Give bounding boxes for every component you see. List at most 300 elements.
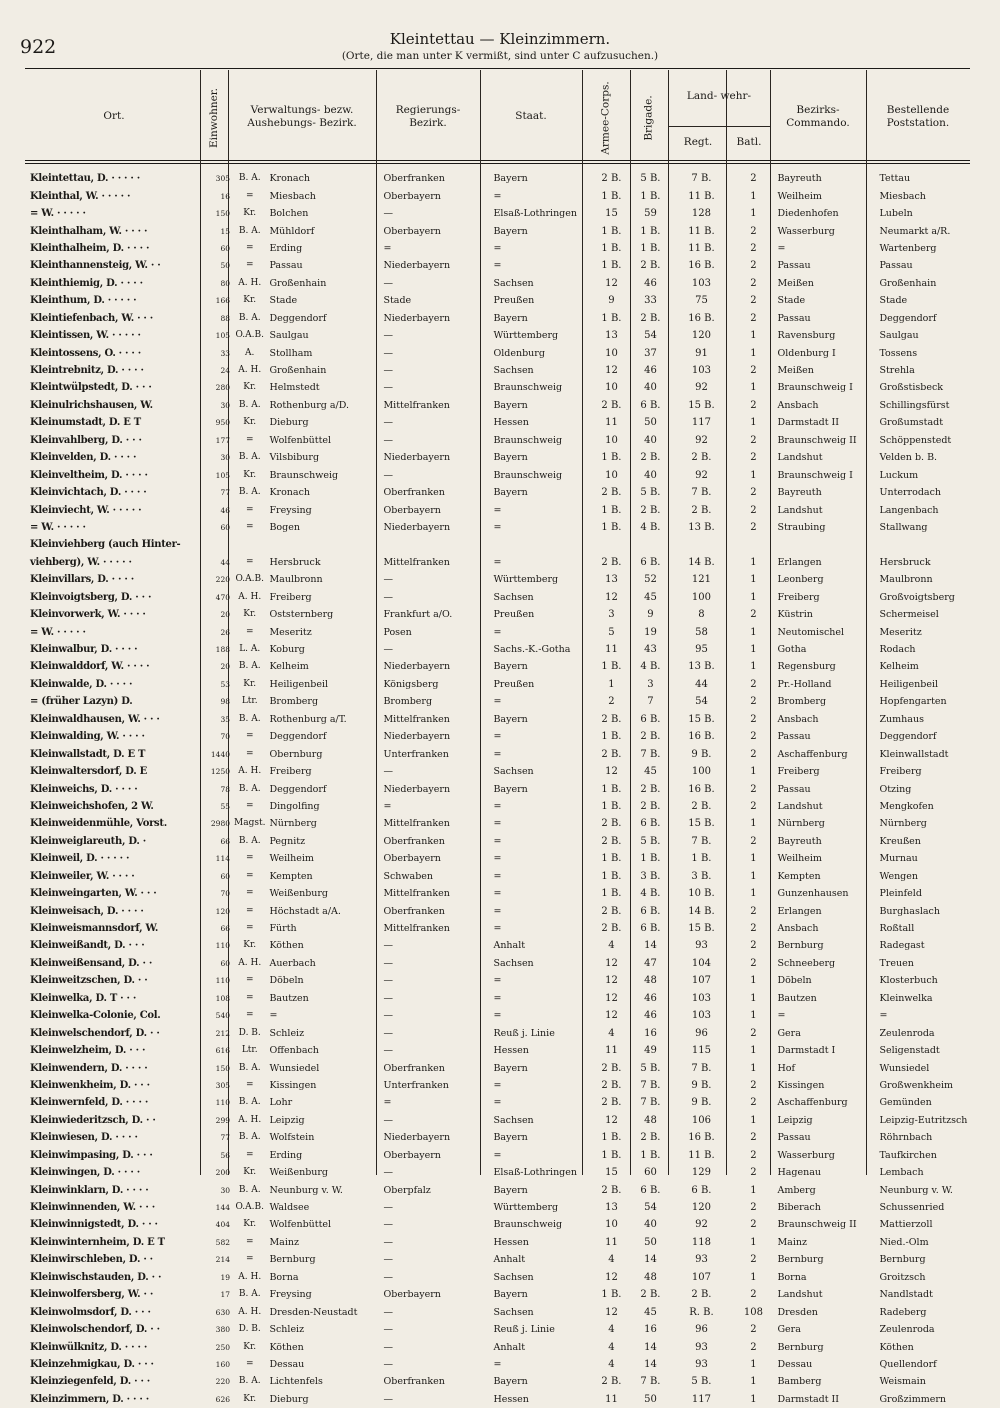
table-row [28,379,981,396]
landwehr-battalion: 1 [750,1010,757,1022]
district-command: Landshut [777,504,823,516]
state: Bayern [493,1062,528,1074]
state: Elsaß-Lothringen [493,1167,578,1179]
army-corps: 4 [608,1324,615,1336]
admin-district: Nürnberg [269,818,317,830]
state: Hessen [493,417,529,429]
table-row [28,937,981,954]
brigade: 46 [644,277,657,289]
post-station: Schillingsfürst [879,399,950,411]
landwehr-regiment: 2 B. [691,800,712,812]
brigade: 6 B. [640,713,661,725]
post-station: Roßtall [879,923,915,935]
landwehr-regiment: 115 [691,1045,711,1057]
table-row [28,466,981,483]
landwehr-regiment: 75 [695,295,708,307]
admin-type: D. B. [238,1324,261,1335]
post-station: Luckum [879,469,919,481]
place-name: Kleinzehmigkau, D. · · · [30,1358,154,1370]
admin-district: Weißenburg [269,888,329,900]
inhabitants: 56 [220,1150,230,1160]
landwehr-regiment [671,536,731,553]
district-command: Straubing [777,521,826,533]
district-command: Landshut [777,1289,823,1301]
admin-district: Miesbach [269,190,316,202]
admin-type: = [245,242,254,253]
place-name: Kleinwinnigstedt, D. · · · [30,1219,158,1231]
table-row [28,1338,981,1355]
district-command: Passau [777,1132,811,1144]
army-corps: 12 [605,277,618,289]
state: = [493,748,502,760]
government-district: Oberbayern [383,504,441,516]
state: = [493,1097,502,1109]
army-corps: 15 [605,208,618,220]
admin-district: Kronach [269,487,311,499]
landwehr-battalion: 2 [750,487,757,499]
army-corps: 1 B. [601,800,622,812]
brigade: 3 B. [640,870,661,882]
landwehr-regiment: 117 [691,1393,711,1405]
state: = [493,923,502,935]
state: = [493,870,502,882]
district-command: = [777,242,786,254]
place-name: Kleinwelka-Colonie, Col. [30,1010,161,1022]
inhabitants: 66 [220,836,230,846]
district-command: Biberach [777,1202,821,1214]
district-command: Darmstadt II [777,1393,840,1405]
table-row [28,222,981,239]
post-station: Murnau [879,853,918,865]
inhabitants: 144 [215,1203,230,1213]
government-district: — [383,1219,393,1231]
admin-type: O.A.B. [235,574,264,585]
admin-type: B. A. [238,312,261,323]
post-station: Großenhain [879,277,937,289]
brigade: 37 [644,347,657,359]
government-district: Oberfranken [383,835,445,847]
army-corps: 2 B. [601,1079,622,1091]
brigade: 2 B. [640,731,661,743]
state: Preußen [493,609,535,621]
landwehr-regiment: 100 [691,591,711,603]
admin-district: Wolfenbüttel [269,1219,332,1231]
government-district: Mittelfranken [383,556,450,568]
landwehr-battalion: 1 [750,1114,757,1126]
landwehr-regiment: 8 [698,609,705,621]
district-command: Gera [777,1027,801,1039]
government-district: Oberbayern [383,225,441,237]
post-station [877,536,981,553]
place-name: Kleinvahlberg, D. · · · [30,434,142,446]
admin-type: B. A. [238,1184,261,1195]
post-station: Kleinwelka [879,992,933,1004]
government-district: — [383,1236,393,1248]
admin-type: = [245,434,254,445]
post-station: Stade [879,295,908,307]
admin-type: A. H. [238,277,262,288]
government-district: — [383,644,393,656]
inhabitants: 50 [220,261,230,271]
place-name: Kleintettau, D. · · · · · [30,173,140,185]
post-station: Miesbach [879,190,926,202]
landwehr-regiment: 3 B. [691,870,712,882]
table-row [28,554,981,571]
landwehr-regiment: 9 B. [691,1097,712,1109]
brigade: 7 B. [640,1079,661,1091]
inhabitants: 220 [215,575,230,585]
army-corps: 2 B. [601,713,622,725]
admin-district: Neunburg v. W. [269,1184,343,1196]
table-row [28,1373,981,1390]
admin-type: Ltr. [241,696,258,707]
inhabitants: 55 [220,801,230,811]
brigade: 3 [647,678,654,690]
landwehr-regiment: 14 B. [688,905,715,917]
admin-district: Fürth [269,923,297,935]
landwehr-regiment: 16 B. [688,260,715,272]
government-district: Oberbayern [383,1149,441,1161]
district-command: Aschaffenburg [777,748,848,760]
army-corps: 4 [608,1027,615,1039]
army-corps: 2 B. [601,748,622,760]
place-name: Kleinveltheim, D. · · · · [30,469,148,481]
district-command: Braunschweig I [777,382,853,394]
state: Sachsen [493,957,534,969]
table-row [28,1164,981,1181]
landwehr-regiment: 128 [691,208,711,220]
page-title: Kleintettau — Kleinzimmern. [389,30,611,48]
district-command: Diedenhofen [777,208,839,220]
post-station: Strehla [879,365,915,377]
admin-type: = [245,626,254,637]
post-station: Deggendorf [879,731,937,743]
landwehr-regiment: 120 [691,330,711,342]
state: = [493,626,502,638]
army-corps: 1 B. [601,312,622,324]
post-station: Passau [879,260,913,272]
district-command: Wasserburg [777,1149,835,1161]
post-station: Mattierzoll [879,1219,933,1231]
place-name: Kleinwischstauden, D. · · [30,1271,162,1283]
state: Bayern [493,1376,528,1388]
brigade: 2 B. [640,504,661,516]
inhabitants: 280 [215,383,230,393]
state: = [493,696,502,708]
state: = [493,731,502,743]
army-corps: 15 [605,1167,618,1179]
brigade: 2 B. [640,452,661,464]
inhabitants: 150 [215,209,230,219]
admin-type: = [245,853,254,864]
army-corps: 12 [605,1306,618,1318]
state: Hessen [493,1236,529,1248]
landwehr-battalion: 1 [750,661,757,673]
table-row [28,711,981,728]
landwehr-regiment: 93 [695,1341,708,1353]
district-command: Dresden [777,1306,818,1318]
inhabitants: 66 [220,924,230,934]
admin-district: Schleiz [269,1324,305,1336]
district-command: Bernburg [777,1254,824,1266]
admin-district: Erding [269,1149,303,1161]
place-name: Kleinwallstadt, D. E T [30,748,146,760]
post-station: Stallwang [879,521,928,533]
government-district: — [383,1045,393,1057]
admin-type: B. A. [238,225,261,236]
landwehr-regiment: 92 [695,469,708,481]
army-corps: 11 [605,1045,618,1057]
place-name: Kleinweil, D. · · · · · [30,853,130,865]
government-district: Oberfranken [383,1062,445,1074]
district-command: Ravensburg [777,330,836,342]
place-name: Kleinviecht, W. · · · · · [30,504,142,516]
admin-district: Dieburg [269,1393,309,1405]
brigade: 52 [644,574,657,586]
landwehr-battalion: 1 [750,992,757,1004]
landwehr-regiment: 129 [691,1167,711,1179]
admin-district: Bautzen [269,992,309,1004]
inhabitants: 30 [220,1185,230,1195]
table-row [28,780,981,797]
landwehr-regiment: 7 B. [691,835,712,847]
landwehr-regiment: 11 B. [688,1149,715,1161]
place-name: Kleinwalding, W. · · · · [30,731,145,743]
state: Preußen [493,678,535,690]
landwehr-regiment: 16 B. [688,731,715,743]
army-corps: 2 B. [601,1062,622,1074]
government-district: Mittelfranken [383,399,450,411]
brigade: 4 B. [640,888,661,900]
post-station: Neumarkt a/R. [879,225,951,237]
post-station: Zeulenroda [879,1324,935,1336]
place-name: Kleinwiesen, D. · · · · [30,1132,138,1144]
admin-district: Rothenburg a/D. [269,399,350,411]
landwehr-regiment: 96 [695,1027,708,1039]
brigade: 59 [644,208,657,220]
landwehr-battalion: 1 [750,1045,757,1057]
inhabitants [204,536,232,553]
district-command: Borna [777,1271,807,1283]
landwehr-battalion: 2 [750,225,757,237]
district-command: Leipzig [777,1114,813,1126]
table-row [28,1042,981,1059]
army-corps: 4 [608,1341,615,1353]
government-district: — [383,347,393,359]
landwehr-battalion: 2 [750,940,757,952]
inhabitants: 212 [215,1028,230,1038]
inhabitants: 950 [215,418,230,428]
government-district: — [383,469,393,481]
table-row [28,990,981,1007]
government-district: Oberbayern [383,853,441,865]
landwehr-battalion: 2 [750,713,757,725]
post-station: Bernburg [879,1254,926,1266]
state: = [493,853,502,865]
admin-type: B. A. [238,713,261,724]
place-name: Kleinwelzheim, D. · · · [30,1045,146,1057]
brigade: 14 [644,1254,657,1266]
admin-district: Deggendorf [269,312,327,324]
landwehr-battalion: 2 [750,731,757,743]
place-name: Kleinwalbur, D. · · · · [30,644,138,656]
landwehr-regiment: 11 B. [688,242,715,254]
landwehr-battalion: 2 [750,957,757,969]
admin-type: Kr. [243,382,257,393]
inhabitants: 78 [220,784,230,794]
post-station: Gemünden [879,1097,932,1109]
place-name: Kleinthum, D. · · · · · [30,295,137,307]
state: Preußen [493,295,535,307]
admin-district: Erding [269,242,303,254]
landwehr-battalion: 2 [750,242,757,254]
admin-district: Oststernberg [269,609,334,621]
state: Bayern [493,661,528,673]
admin-district: Lichtenfels [269,1376,323,1388]
table-row [28,1391,981,1408]
inhabitants: 60 [220,522,230,532]
admin-type: O.A.B. [235,1202,264,1213]
post-station: Klosterbuch [879,975,938,987]
post-station: Kelheim [879,661,919,673]
brigade: 2 B. [640,783,661,795]
army-corps: 2 B. [601,1097,622,1109]
district-command: Braunschweig II [777,434,857,446]
post-station: Freiberg [879,766,922,778]
district-command: Neutomischel [777,626,845,638]
brigade: 6 B. [640,1184,661,1196]
landwehr-battalion: 2 [750,696,757,708]
government-district: Oberbayern [383,190,441,202]
post-station: Velden b. B. [879,452,938,464]
place-name: Kleinwaldhausen, W. · · · [30,713,160,725]
landwehr-regiment: 54 [695,696,708,708]
landwehr-regiment: 10 B. [688,888,715,900]
admin-district: Obernburg [269,748,323,760]
army-corps: 9 [608,295,615,307]
place-name: = W. · · · · · [30,208,86,220]
brigade: 7 B. [640,1097,661,1109]
landwehr-battalion: 2 [750,434,757,446]
gazetteer-table [28,170,981,1408]
post-station: Seligenstadt [879,1045,940,1057]
army-corps: 10 [605,382,618,394]
admin-type: Kr. [243,1393,257,1404]
post-station: Meseritz [879,626,922,638]
brigade: 54 [644,330,657,342]
brigade: 48 [644,1114,657,1126]
army-corps: 1 B. [601,870,622,882]
place-name: Kleinwingen, D. · · · · [30,1167,140,1179]
district-command: Meißen [777,365,814,377]
brigade: 1 B. [640,1149,661,1161]
landwehr-battalion: 1 [750,591,757,603]
state: Württemberg [493,330,559,342]
state: Braunschweig [493,382,563,394]
landwehr-battalion: 1 [750,870,757,882]
admin-district: Kempten [269,870,313,882]
post-station: Großwenkheim [879,1079,954,1091]
brigade: 45 [644,1306,657,1318]
inhabitants: 250 [215,1342,230,1352]
landwehr-regiment: 44 [695,678,708,690]
place-name: Kleinvoigtsberg, D. · · · [30,591,152,603]
place-name: Kleinweisach, D. · · · · [30,905,144,917]
admin-district: Maulbronn [269,574,323,586]
inhabitants: 214 [215,1255,230,1265]
inhabitants: 70 [220,889,230,899]
government-district: — [383,434,393,446]
place-name: Kleintissen, W. · · · · · [30,330,141,342]
place-name: = W. · · · · · [30,521,86,533]
admin-district: Rothenburg a/T. [269,713,347,725]
table-row [28,1303,981,1320]
state: = [493,556,502,568]
inhabitants: 20 [220,610,230,620]
place-name: Kleinwernfeld, D. · · · · [30,1097,148,1109]
district-command: Ansbach [777,399,819,411]
admin-type: A. H. [238,365,262,376]
brigade: 5 B. [640,835,661,847]
admin-district: Koburg [269,644,305,656]
brigade: 7 B. [640,1376,661,1388]
government-district: — [383,1010,393,1022]
post-station: Saulgau [879,330,919,342]
inhabitants: 53 [220,679,230,689]
place-name: Kleinweißensand, D. · · [30,957,153,969]
table-row [28,344,981,361]
district-command: Darmstadt I [777,1045,836,1057]
district-command: Erlangen [777,905,822,917]
landwehr-regiment: 121 [691,574,711,586]
landwehr-battalion: 2 [750,365,757,377]
army-corps: 10 [605,469,618,481]
place-name: Kleintwülpstedt, D. · · · [30,382,152,394]
admin-district: Weißenburg [269,1167,329,1179]
landwehr-battalion: 2 [750,1219,757,1231]
state: = [493,190,502,202]
landwehr-battalion: 1 [750,417,757,429]
district-command: Amberg [777,1184,816,1196]
government-district: Mittelfranken [383,713,450,725]
admin-district: Stade [269,295,298,307]
admin-type: = [245,260,254,271]
landwehr-regiment: 16 B. [688,312,715,324]
brigade: 14 [644,940,657,952]
inhabitants: 200 [215,1168,230,1178]
landwehr-battalion: 1 [750,1271,757,1283]
table-row [28,1269,981,1286]
table-row [28,902,981,919]
admin-type: Kr. [243,940,257,951]
admin-type: Kr. [243,208,257,219]
table-row [28,449,981,466]
landwehr-battalion: 2 [750,260,757,272]
district-command: Regensburg [777,661,836,673]
post-station: Heiligenbeil [879,678,939,690]
army-corps: 2 B. [601,835,622,847]
brigade: 54 [644,1202,657,1214]
brigade: 2 B. [640,1132,661,1144]
army-corps: 12 [605,1010,618,1022]
table-row [28,1286,981,1303]
government-district: Mittelfranken [383,923,450,935]
brigade: 46 [644,992,657,1004]
army-corps: 11 [605,644,618,656]
page-number: 922 [20,36,57,58]
post-station: Unterrodach [879,487,942,499]
place-name: Kleinweitzschen, D. · · [30,975,148,987]
